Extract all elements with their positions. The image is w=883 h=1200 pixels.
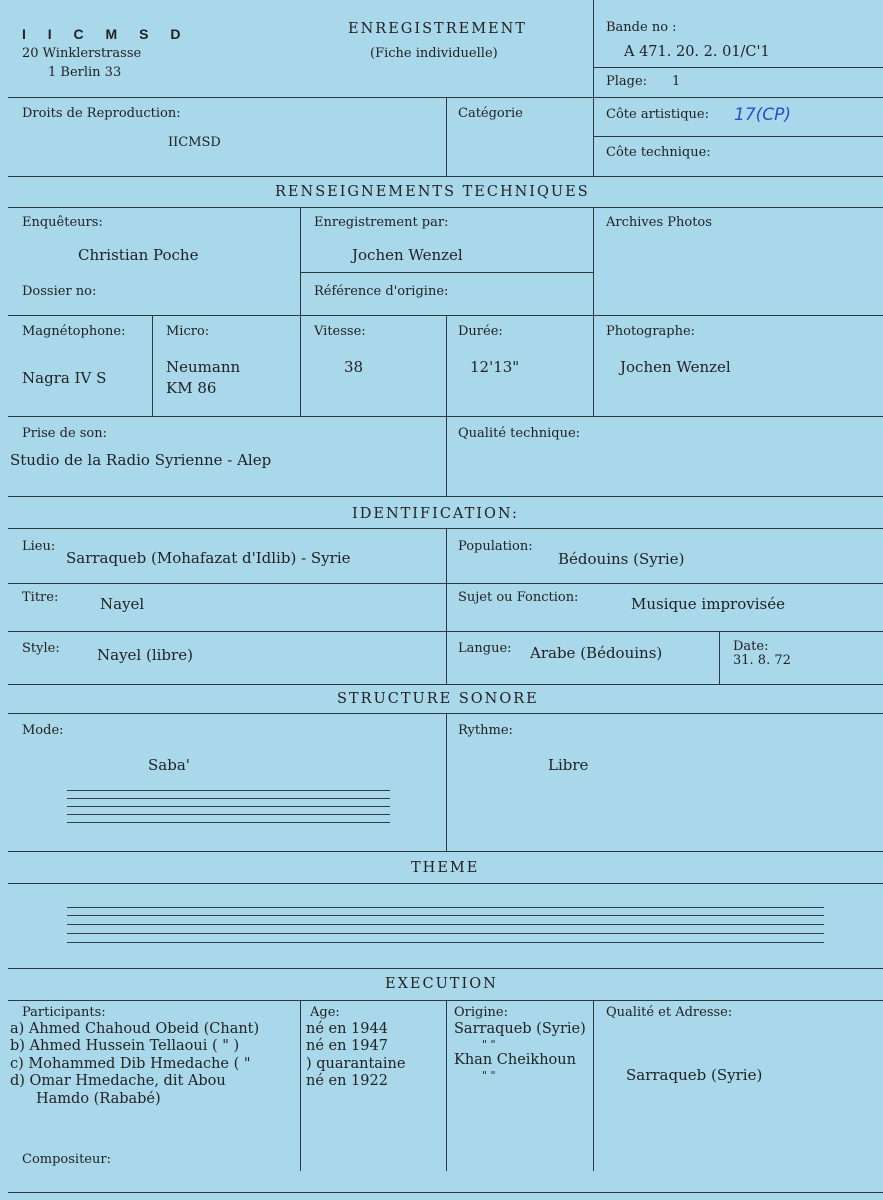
origine-entry: Sarraqueb (Syrie): [454, 1021, 586, 1037]
divider: [8, 207, 883, 208]
magnetophone-label: Magnétophone:: [22, 324, 126, 339]
theme-staff-line: [67, 942, 824, 943]
micro-value-line2: KM 86: [166, 379, 217, 397]
rythme-label: Rythme:: [458, 723, 513, 738]
lieu-label: Lieu:: [22, 539, 56, 554]
style-value: Nayel (libre): [97, 646, 193, 664]
titre-label: Titre:: [22, 590, 59, 605]
magnetophone-value: Nagra IV S: [22, 369, 107, 387]
origines-list: [454, 1021, 586, 1082]
participants-label: Participants:: [22, 1005, 106, 1020]
divider: [593, 136, 883, 137]
participant-entry: a) Ahmed Chahoud Obeid (Chant): [10, 1021, 260, 1037]
divider: [446, 713, 447, 851]
qualite-adresse-label: Qualité et Adresse:: [606, 1005, 733, 1020]
enqueteurs-label: Enquêteurs:: [22, 215, 103, 230]
mode-staff-line: [67, 814, 390, 815]
origine-entry: Khan Cheikhoun: [454, 1051, 576, 1068]
section-heading-identification: IDENTIFICATION:: [352, 506, 519, 522]
bande-label: Bande no :: [606, 20, 677, 35]
mode-staff-line: [67, 806, 390, 807]
divider: [446, 1000, 447, 1171]
divider: [8, 851, 883, 852]
qualite-technique-label: Qualité technique:: [458, 426, 581, 441]
participants-list: [10, 1021, 259, 1108]
mode-label: Mode:: [22, 723, 64, 738]
origine-label: Origine:: [454, 1005, 508, 1020]
origine-entry: " ": [482, 1068, 496, 1082]
age-label: Age:: [310, 1005, 340, 1020]
divider: [8, 684, 883, 685]
divider: [152, 315, 153, 416]
dossier-label: Dossier no:: [22, 284, 97, 299]
mode-staff-line: [67, 822, 390, 823]
cote-artistique-label: Côte artistique:: [606, 107, 709, 122]
micro-label: Micro:: [166, 324, 210, 339]
origine-entry: " ": [482, 1038, 496, 1052]
micro-value-line1: Neumann: [166, 358, 241, 376]
form-title: ENREGISTREMENT: [348, 21, 527, 37]
age-entry: né en 1944: [306, 1021, 388, 1037]
divider: [593, 207, 594, 416]
titre-value: Nayel: [100, 595, 145, 613]
cote-technique-label: Côte technique:: [606, 145, 711, 160]
archives-photos-label: Archives Photos: [606, 215, 712, 230]
divider: [300, 207, 301, 416]
divider: [719, 631, 720, 684]
prise-de-son-label: Prise de son:: [22, 426, 108, 441]
categorie-label: Catégorie: [458, 106, 523, 121]
theme-staff-line: [67, 915, 824, 916]
enregistrement-value: Jochen Wenzel: [352, 246, 463, 264]
enregistrement-label: Enregistrement par:: [314, 215, 449, 230]
duree-label: Durée:: [458, 324, 503, 339]
vitesse-value: 38: [344, 358, 364, 376]
theme-staff-line: [67, 924, 824, 925]
sujet-label: Sujet ou Fonction:: [458, 590, 579, 605]
theme-staff-line: [67, 933, 824, 934]
divider: [8, 1192, 883, 1193]
age-entry: né en 1922: [306, 1073, 388, 1090]
form-subtitle: (Fiche individuelle): [370, 46, 498, 61]
reference-label: Référence d'origine:: [314, 284, 449, 299]
adresse-value: Sarraqueb (Syrie): [626, 1066, 763, 1084]
divider: [8, 968, 883, 969]
bande-value: A 471. 20. 2. 01/C'1: [624, 44, 770, 60]
photographe-value: Jochen Wenzel: [620, 358, 731, 376]
participant-entry: b) Ahmed Hussein Tellaoui ( " ): [10, 1038, 240, 1055]
divider: [593, 0, 594, 176]
age-entry: ) quarantaine: [306, 1055, 406, 1072]
langue-value: Arabe (Bédouins): [530, 644, 663, 662]
prise-de-son-value: Studio de la Radio Syrienne - Alep: [10, 451, 272, 469]
vitesse-label: Vitesse:: [314, 324, 366, 339]
divider: [300, 272, 593, 273]
divider: [300, 1000, 301, 1171]
divider: [593, 67, 883, 68]
photographe-label: Photographe:: [606, 324, 696, 339]
compositeur-label: Compositeur:: [22, 1152, 111, 1167]
plage-value: 1: [672, 74, 681, 89]
cote-artistique-handwritten: 17(CP): [734, 105, 792, 125]
plage-label: Plage:: [606, 74, 648, 89]
droits-label: Droits de Reproduction:: [22, 106, 181, 121]
participant-entry: d) Omar Hmedache, dit Abou: [10, 1073, 226, 1090]
population-value: Bédouins (Syrie): [558, 550, 685, 568]
mode-staff-line: [67, 798, 390, 799]
mode-value: Saba': [148, 756, 190, 774]
participant-entry: Hamdo (Rababé): [36, 1090, 161, 1107]
enqueteurs-value: Christian Poche: [78, 246, 199, 264]
theme-staff-line: [67, 907, 824, 908]
ages-list: [306, 1021, 405, 1091]
rythme-value: Libre: [548, 756, 589, 774]
section-heading-structure: STRUCTURE SONORE: [337, 691, 539, 707]
lieu-value: Sarraqueb (Mohafazat d'Idlib) - Syrie: [66, 549, 351, 567]
date-value: 31. 8. 72: [733, 653, 791, 668]
participant-entry: c) Mohammed Dib Hmedache ( ": [10, 1055, 251, 1072]
age-entry: né en 1947: [306, 1038, 388, 1055]
divider: [446, 97, 447, 176]
divider: [593, 1000, 594, 1171]
sujet-value: Musique improvisée: [631, 595, 785, 613]
langue-label: Langue:: [458, 641, 512, 656]
date-label: Date:: [733, 639, 769, 654]
divider: [446, 315, 447, 496]
section-heading-theme: THEME: [411, 860, 480, 876]
org-code: I I C M S D: [22, 26, 190, 42]
divider: [8, 883, 883, 884]
style-label: Style:: [22, 641, 60, 656]
divider: [8, 176, 883, 177]
divider: [8, 496, 883, 497]
org-street: 20 Winklerstrasse: [22, 46, 142, 61]
org-city: 1 Berlin 33: [48, 65, 122, 80]
divider: [446, 528, 447, 684]
droits-value: IICMSD: [168, 135, 221, 150]
duree-value: 12'13": [470, 358, 520, 376]
section-heading-execution: EXECUTION: [385, 976, 498, 992]
section-heading-tech: RENSEIGNEMENTS TECHNIQUES: [275, 184, 590, 200]
mode-staff-line: [67, 790, 390, 791]
population-label: Population:: [458, 539, 533, 554]
